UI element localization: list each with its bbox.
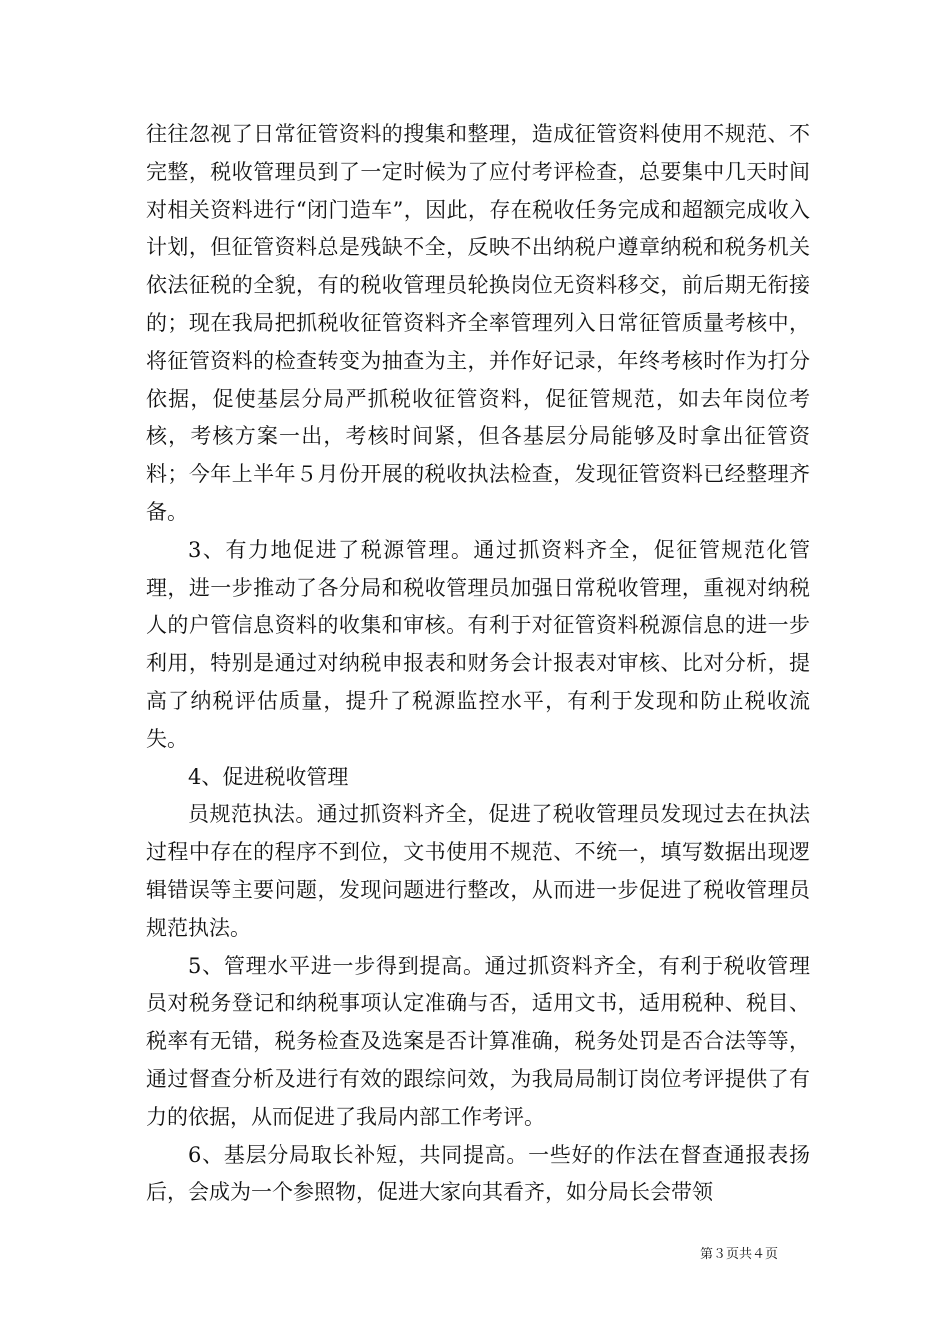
paragraph-5: 5、管理水平进一步得到提高。通过抓资料齐全，有利于税收管理员对税务登记和纳税事项认定准确与否，适用文书，适用税种、税目、税率有无错，税务检查及选案是否计算准确，税务处罚是否合法等等，通过督查分析及进行有效的跟综问效，为我局局制订岗位考评提供了有力的依据，从而促进了我局内部工作考评。 [146,953,810,1129]
page-number-footer: 第３页共４页 [700,1247,779,1262]
paragraph-1: 往往忽视了日常征管资料的搜集和整理，造成征管资料使用不规范、不完整，税收管理员到了一定时候为了应付考评检查，总要集中几天时间对相关资料进行“闭门造车”，因此，存在税收任务完成和超额完成收入计划，但征管资料总是残缺不全，反映不出纳税户遵章纳税和税务机关依法征税的全貌，有的税收管理员轮换岗位无资料移交，前后期无衔接的；现在我局把抓税收征管资料齐全率管理列入日常征管质量考核中，将征管资料的检查转变为抽查为主，并作好记录，年终考核时作为打分依据，促使基层分局严抓税收征管资料，促征管规范，如去年岗位考核，考核方案一出，考核时间紧，但各基层分局能够及时拿出征管资料；今年上半年５月份开展的税收执法检查，发现征管资料已经整理齐备。 [146,122,810,524]
paragraph-3: 4、促进税收管理 [188,764,349,789]
paragraph-6: 6、基层分局取长补短，共同提高。一些好的作法在督查通报表扬后，会成为一个参照物，促进大家向其看齐，如分局长会带领 [146,1142,810,1205]
paragraph-2: 3、有力地促进了税源管理。通过抓资料齐全，促征管规范化管理，进一步推动了各分局和税收管理员加强日常税收管理，重视对纳税人的户管信息资料的收集和审核。有利于对征管资料税源信息的进一步利用，特别是通过对纳税申报表和财务会计报表对审核、比对分析，提高了纳税评估质量，提升了税源监控水平，有利于发现和防止税收流失。 [146,537,810,751]
paragraph-4: 员规范执法。通过抓资料齐全，促进了税收管理员发现过去在执法过程中存在的程序不到位，文书使用不规范、不统一，填写数据出现逻辑错误等主要问题，发现问题进行整改，从而进一步促进了税收管理员规范执法。 [146,802,810,940]
body-text [146,116,810,1212]
